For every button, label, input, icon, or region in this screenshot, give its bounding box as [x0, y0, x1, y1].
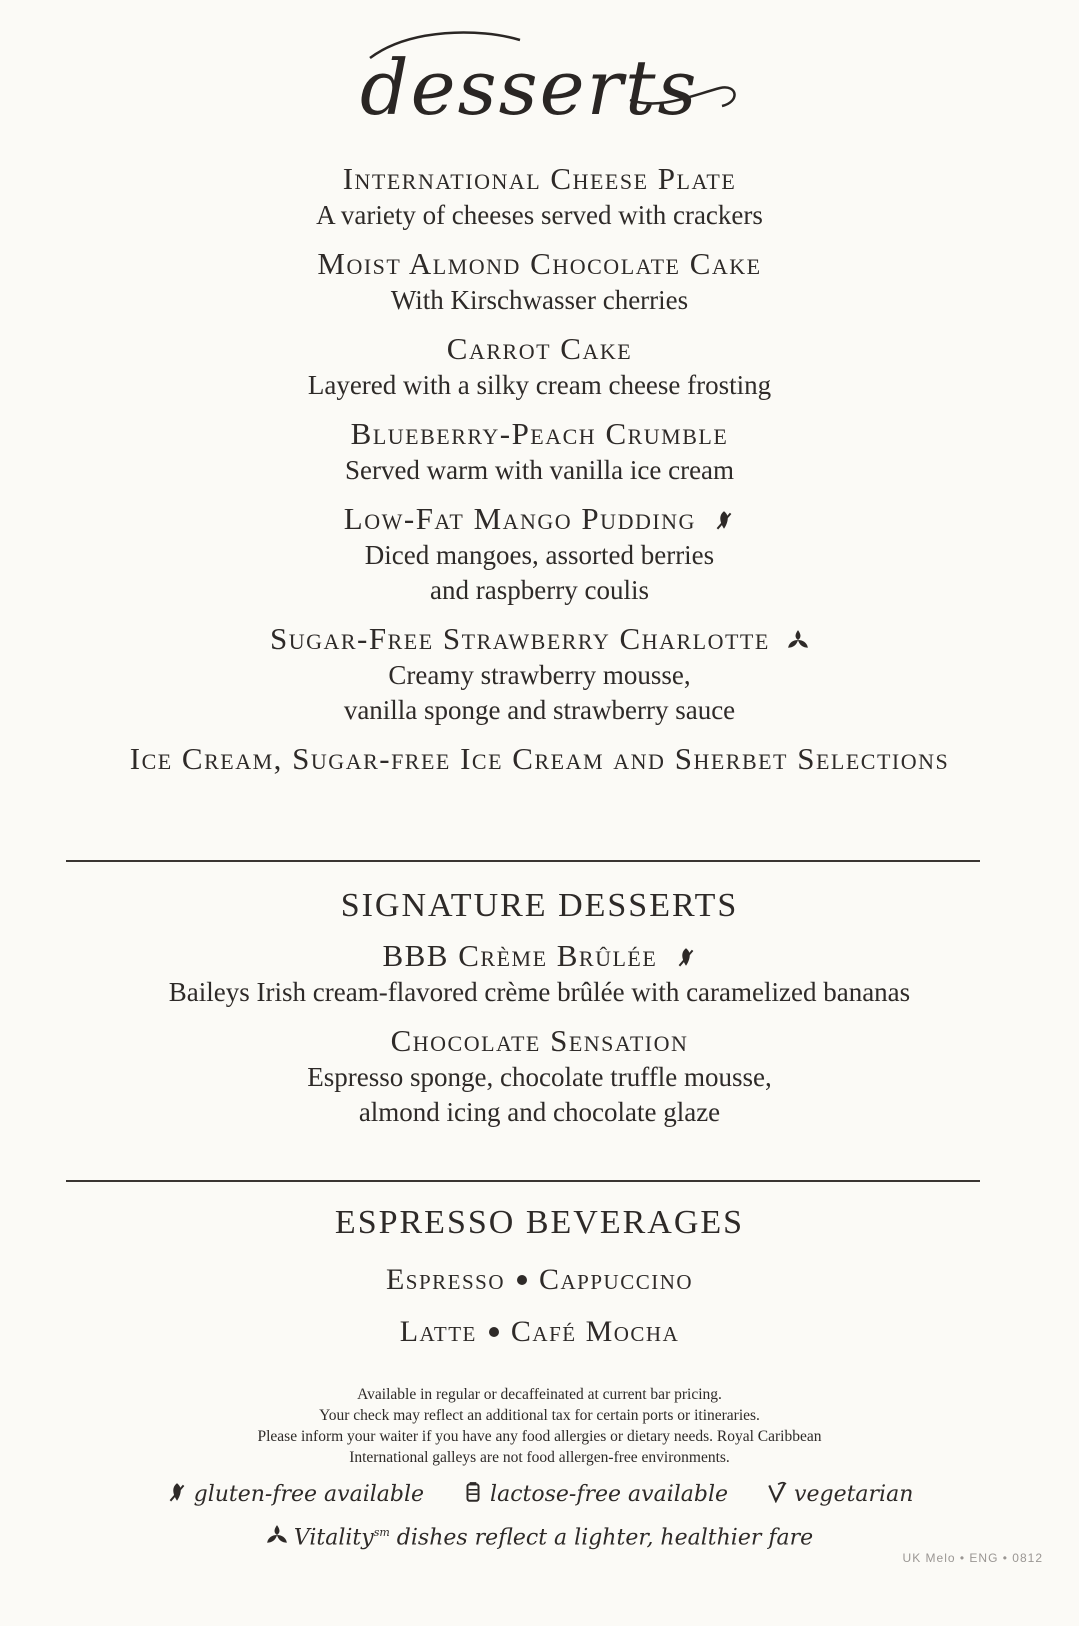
- menu-item: [0, 245, 1079, 318]
- bullet: [489, 1327, 499, 1337]
- item-name: BBB Crème Brûlée: [382, 938, 658, 973]
- fine-print-line: Your check may reflect an additional tax for certain ports or itineraries.: [319, 1407, 760, 1424]
- menu-item: [0, 330, 1079, 403]
- item-description: Layered with a silky cream cheese frosting: [307, 370, 772, 400]
- beverage-name: Latte: [399, 1315, 477, 1348]
- legend-vegetarian: vegetarian: [794, 1482, 914, 1507]
- legend-row: [0, 1476, 1079, 1514]
- section-title: SIGNATURE DESSERTS: [340, 887, 739, 924]
- section-title: ESPRESSO BEVERAGES: [334, 1204, 745, 1241]
- item-description: Creamy strawberry mousse,: [388, 660, 691, 690]
- item-name: Chocolate Sensation: [390, 1023, 689, 1058]
- legend-lactose-free: lactose-free available: [490, 1482, 729, 1507]
- menu-item: [0, 160, 1079, 233]
- item-description: A variety of cheeses served with crackers: [316, 200, 763, 230]
- menu-item: [0, 415, 1079, 488]
- menu-code: UK Melo • ENG • 0812: [902, 1551, 1043, 1565]
- item-description: and raspberry coulis: [430, 575, 649, 605]
- item-description: Diced mangoes, assorted berries: [364, 540, 715, 570]
- menu-item: [0, 1022, 1079, 1130]
- dietary-legend: [0, 1476, 1079, 1557]
- fine-print-line: Please inform your waiter if you have any food allergies or dietary needs. Royal Caribbean: [257, 1428, 822, 1445]
- beverage-row: [0, 1254, 1079, 1306]
- espresso-section: [0, 1202, 1079, 1358]
- item-description: Espresso sponge, chocolate truffle mousse,: [307, 1062, 772, 1092]
- menu-item: [0, 620, 1079, 728]
- vegetarian-icon: [766, 1481, 788, 1503]
- gluten-free-icon: [675, 946, 697, 968]
- section-divider: [66, 1180, 980, 1182]
- page-title: desserts: [359, 43, 698, 132]
- item-name: Sugar-Free Strawberry Charlotte: [269, 621, 770, 656]
- item-description: Baileys Irish cream-flavored crème brûlée with caramelized bananas: [168, 977, 911, 1007]
- bullet: [517, 1275, 527, 1285]
- item-description: With Kirschwasser cherries: [390, 285, 689, 315]
- item-description: vanilla sponge and strawberry sauce: [343, 695, 736, 725]
- vitality-icon: [266, 1524, 288, 1546]
- desserts-script-title: [330, 18, 750, 148]
- gluten-free-icon: [166, 1481, 188, 1503]
- item-name: International Cheese Plate: [342, 161, 737, 196]
- desserts-list: [0, 160, 1079, 790]
- item-name: Ice Cream, Sugar-free Ice Cream and Sherbet Selections: [129, 741, 950, 776]
- beverage-name: Espresso: [385, 1263, 505, 1296]
- fine-print: [0, 1384, 1079, 1468]
- fine-print-line: Available in regular or decaffeinated at current bar pricing.: [357, 1386, 722, 1403]
- legend-gluten-free: gluten-free available: [193, 1482, 425, 1507]
- lactose-free-icon: [462, 1481, 484, 1503]
- fine-print-line: International galleys are not food allergen-free environments.: [349, 1449, 730, 1466]
- item-name: Low-Fat Mango Pudding: [343, 501, 696, 536]
- section-divider: [66, 860, 980, 862]
- item-name: Carrot Cake: [446, 331, 633, 366]
- item-name: Moist Almond Chocolate Cake: [317, 246, 762, 281]
- gluten-free-icon: [713, 509, 735, 531]
- item-description: Served warm with vanilla ice cream: [344, 455, 735, 485]
- item-description: almond icing and chocolate glaze: [358, 1097, 721, 1127]
- menu-item: [0, 740, 1079, 778]
- beverage-name: Café Mocha: [510, 1315, 680, 1348]
- signature-desserts-section: [0, 885, 1079, 1142]
- service-mark: sm: [373, 1526, 390, 1539]
- title-block: [0, 18, 1079, 148]
- menu-item: [0, 500, 1079, 608]
- menu-item: [0, 937, 1079, 1010]
- legend-vitality: Vitality: [293, 1525, 374, 1551]
- vitality-icon: [787, 629, 809, 651]
- legend-vitality-desc: dishes reflect a lighter, healthier fare: [396, 1525, 814, 1551]
- beverage-name: Cappuccino: [539, 1263, 694, 1296]
- beverage-row: [0, 1306, 1079, 1358]
- item-name: Blueberry-Peach Crumble: [350, 416, 729, 451]
